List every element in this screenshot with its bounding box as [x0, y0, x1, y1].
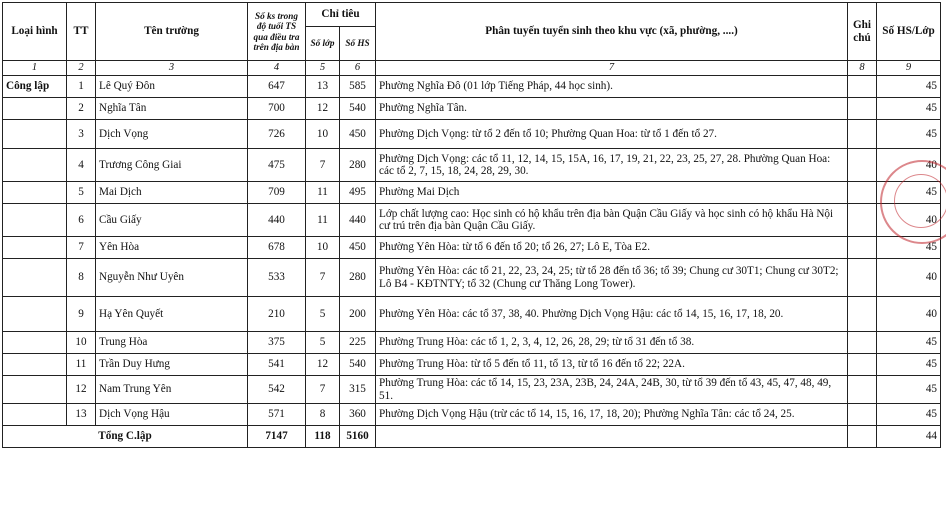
- per-class-cell: 40: [877, 204, 941, 237]
- tt-cell: 7: [67, 237, 96, 259]
- table-row: [3, 404, 941, 426]
- zone-cell: Phường Trung Hòa: các tổ 14, 15, 23, 23A, 23B, 24, 24A, 24B, 30, từ tổ 39 đến tổ 43, 45, 47, 48, 49, 51.: [376, 376, 848, 404]
- students-cell: 200: [340, 297, 376, 332]
- type-cell: [3, 237, 67, 259]
- zone-cell: Phường Yên Hòa: các tổ 21, 22, 23, 24, 25; từ tổ 28 đến tổ 36; tổ 39; Chung cư 30T1; Chung cư 30T2; Lô B4 - KĐTNTY; tổ 32 (Chung cư Thăng Long Tower).: [376, 259, 848, 297]
- school-name-cell: Nghĩa Tân: [96, 98, 248, 120]
- tt-cell: 2: [67, 98, 96, 120]
- per-class-cell: 40: [877, 297, 941, 332]
- survey-cell: 210: [248, 297, 306, 332]
- column-index-cell: 1: [3, 61, 67, 76]
- school-name-cell: Lê Quý Đôn: [96, 76, 248, 98]
- school-name-cell: Nam Trung Yên: [96, 376, 248, 404]
- column-index-cell: 4: [248, 61, 306, 76]
- survey-cell: 726: [248, 120, 306, 149]
- type-cell: [3, 149, 67, 182]
- school-name-cell: Nguyễn Như Uyên: [96, 259, 248, 297]
- stamp-inner-ring: [894, 174, 946, 228]
- note-cell: [848, 149, 877, 182]
- students-cell: 280: [340, 149, 376, 182]
- header-note: Ghi chú: [848, 3, 877, 61]
- admission-table: [2, 2, 941, 448]
- survey-cell: 475: [248, 149, 306, 182]
- table-row: [3, 76, 941, 98]
- zone-cell: Phường Yên Hòa: các tổ 37, 38, 40. Phường Dịch Vọng Hậu: các tổ 14, 15, 16, 17, 18, 20.: [376, 297, 848, 332]
- students-cell: 540: [340, 98, 376, 120]
- tt-cell: 6: [67, 204, 96, 237]
- note-cell: [848, 98, 877, 120]
- tt-cell: 11: [67, 354, 96, 376]
- survey-cell: 571: [248, 404, 306, 426]
- table-row: [3, 376, 941, 404]
- students-cell: 225: [340, 332, 376, 354]
- type-cell: [3, 259, 67, 297]
- zone-cell: Phường Trung Hòa: các tổ 1, 2, 3, 4, 12, 26, 28, 29; từ tổ 31 đến tổ 38.: [376, 332, 848, 354]
- survey-cell: 678: [248, 237, 306, 259]
- students-cell: 495: [340, 182, 376, 204]
- classes-cell: 7: [306, 149, 340, 182]
- classes-cell: 13: [306, 76, 340, 98]
- note-cell: [848, 332, 877, 354]
- zone-cell: Lớp chất lượng cao: Học sinh có hộ khẩu trên địa bàn Quận Cầu Giấy và học sinh có hộ khẩu Hà Nội cư trú trên địa bàn Quận Cầu Giấy.: [376, 204, 848, 237]
- classes-cell: 7: [306, 259, 340, 297]
- column-index-cell: 6: [340, 61, 376, 76]
- total-zone: [376, 426, 848, 448]
- table-row: [3, 297, 941, 332]
- per-class-cell: 45: [877, 354, 941, 376]
- survey-cell: 440: [248, 204, 306, 237]
- table-row: [3, 354, 941, 376]
- school-name-cell: Cầu Giấy: [96, 204, 248, 237]
- school-name-cell: Dịch Vọng Hậu: [96, 404, 248, 426]
- classes-cell: 11: [306, 204, 340, 237]
- note-cell: [848, 376, 877, 404]
- tt-cell: 10: [67, 332, 96, 354]
- school-name-cell: Mai Dịch: [96, 182, 248, 204]
- note-cell: [848, 354, 877, 376]
- survey-cell: 375: [248, 332, 306, 354]
- header-students: Số HS: [340, 27, 376, 61]
- note-cell: [848, 204, 877, 237]
- column-index-cell: 9: [877, 61, 941, 76]
- zone-cell: Phường Dịch Vọng: các tổ 11, 12, 14, 15, 15A, 16, 17, 19, 21, 22, 23, 25, 27, 28. Phường Quan Hoa: các tổ 2, 7, 15, 18, 24, 28, 29, 30.: [376, 149, 848, 182]
- per-class-cell: 45: [877, 98, 941, 120]
- tt-cell: 4: [67, 149, 96, 182]
- zone-cell: Phường Dịch Vọng: từ tổ 2 đến tổ 10; Phường Quan Hoa: từ tổ 1 đến tổ 27.: [376, 120, 848, 149]
- header-quota: Chỉ tiêu: [306, 3, 376, 27]
- per-class-cell: 45: [877, 404, 941, 426]
- total-students: 5160: [340, 426, 376, 448]
- note-cell: [848, 259, 877, 297]
- table-row: [3, 204, 941, 237]
- per-class-cell: 45: [877, 120, 941, 149]
- type-cell: [3, 182, 67, 204]
- school-name-cell: Dịch Vọng: [96, 120, 248, 149]
- students-cell: 585: [340, 76, 376, 98]
- students-cell: 450: [340, 237, 376, 259]
- zone-cell: Phường Trung Hòa: từ tổ 5 đến tổ 11, tổ 13, từ tổ 16 đến tổ 22; 22A.: [376, 354, 848, 376]
- table-row: [3, 332, 941, 354]
- students-cell: 540: [340, 354, 376, 376]
- classes-cell: 10: [306, 120, 340, 149]
- header-tt: TT: [67, 3, 96, 61]
- classes-cell: 8: [306, 404, 340, 426]
- survey-cell: 533: [248, 259, 306, 297]
- table-row: [3, 98, 941, 120]
- total-note: [848, 426, 877, 448]
- per-class-cell: 45: [877, 76, 941, 98]
- tt-cell: 3: [67, 120, 96, 149]
- school-name-cell: Yên Hòa: [96, 237, 248, 259]
- note-cell: [848, 182, 877, 204]
- note-cell: [848, 404, 877, 426]
- students-cell: 450: [340, 120, 376, 149]
- header-type: Loại hình: [3, 3, 67, 61]
- header-zone: Phân tuyến tuyển sinh theo khu vực (xã, phường, ....): [376, 3, 848, 61]
- type-cell: Công lập: [3, 76, 67, 98]
- column-index-cell: 5: [306, 61, 340, 76]
- total-classes: 118: [306, 426, 340, 448]
- header-per-class: Số HS/Lớp: [877, 3, 941, 61]
- per-class-cell: 45: [877, 237, 941, 259]
- students-cell: 280: [340, 259, 376, 297]
- total-label: Tổng C.lập: [3, 426, 248, 448]
- table-row: [3, 149, 941, 182]
- zone-cell: Phường Nghĩa Tân.: [376, 98, 848, 120]
- header-survey: Số ks trong độ tuổi TS qua điều tra trên địa bàn: [248, 3, 306, 61]
- type-cell: [3, 332, 67, 354]
- total-survey: 7147: [248, 426, 306, 448]
- type-cell: [3, 404, 67, 426]
- school-name-cell: Trần Duy Hưng: [96, 354, 248, 376]
- column-index-cell: 3: [96, 61, 248, 76]
- classes-cell: 5: [306, 332, 340, 354]
- classes-cell: 11: [306, 182, 340, 204]
- type-cell: [3, 354, 67, 376]
- zone-cell: Phường Nghĩa Đô (01 lớp Tiếng Pháp, 44 học sinh).: [376, 76, 848, 98]
- column-index-cell: 2: [67, 61, 96, 76]
- school-name-cell: Hạ Yên Quyết: [96, 297, 248, 332]
- column-index-cell: 7: [376, 61, 848, 76]
- table-row: [3, 182, 941, 204]
- type-cell: [3, 376, 67, 404]
- tt-cell: 1: [67, 76, 96, 98]
- survey-cell: 647: [248, 76, 306, 98]
- zone-cell: Phường Dịch Vọng Hậu (trừ các tổ 14, 15, 16, 17, 18, 20); Phường Nghĩa Tân: các tổ 24, 25.: [376, 404, 848, 426]
- survey-cell: 709: [248, 182, 306, 204]
- survey-cell: 542: [248, 376, 306, 404]
- note-cell: [848, 120, 877, 149]
- zone-cell: Phường Mai Dịch: [376, 182, 848, 204]
- tt-cell: 13: [67, 404, 96, 426]
- total-row: [3, 426, 941, 448]
- students-cell: 440: [340, 204, 376, 237]
- header-classes: Số lớp: [306, 27, 340, 61]
- per-class-cell: 40: [877, 259, 941, 297]
- per-class-cell: 45: [877, 332, 941, 354]
- total-per-class: 44: [877, 426, 941, 448]
- classes-cell: 12: [306, 98, 340, 120]
- survey-cell: 700: [248, 98, 306, 120]
- note-cell: [848, 297, 877, 332]
- classes-cell: 7: [306, 376, 340, 404]
- note-cell: [848, 76, 877, 98]
- type-cell: [3, 297, 67, 332]
- classes-cell: 12: [306, 354, 340, 376]
- tt-cell: 12: [67, 376, 96, 404]
- header-name: Tên trường: [96, 3, 248, 61]
- table-row: [3, 120, 941, 149]
- type-cell: [3, 120, 67, 149]
- students-cell: 315: [340, 376, 376, 404]
- tt-cell: 9: [67, 297, 96, 332]
- students-cell: 360: [340, 404, 376, 426]
- classes-cell: 5: [306, 297, 340, 332]
- type-cell: [3, 98, 67, 120]
- per-class-cell: 45: [877, 376, 941, 404]
- survey-cell: 541: [248, 354, 306, 376]
- type-cell: [3, 204, 67, 237]
- school-name-cell: Trương Công Giai: [96, 149, 248, 182]
- per-class-cell: 45: [877, 182, 941, 204]
- tt-cell: 5: [67, 182, 96, 204]
- per-class-cell: 40: [877, 149, 941, 182]
- school-name-cell: Trung Hòa: [96, 332, 248, 354]
- column-index-row: [3, 61, 941, 76]
- tt-cell: 8: [67, 259, 96, 297]
- zone-cell: Phường Yên Hòa: từ tổ 6 đến tổ 20; tổ 26, 27; Lô E, Tòa E2.: [376, 237, 848, 259]
- column-index-cell: 8: [848, 61, 877, 76]
- table-row: [3, 237, 941, 259]
- table-row: [3, 259, 941, 297]
- classes-cell: 10: [306, 237, 340, 259]
- note-cell: [848, 237, 877, 259]
